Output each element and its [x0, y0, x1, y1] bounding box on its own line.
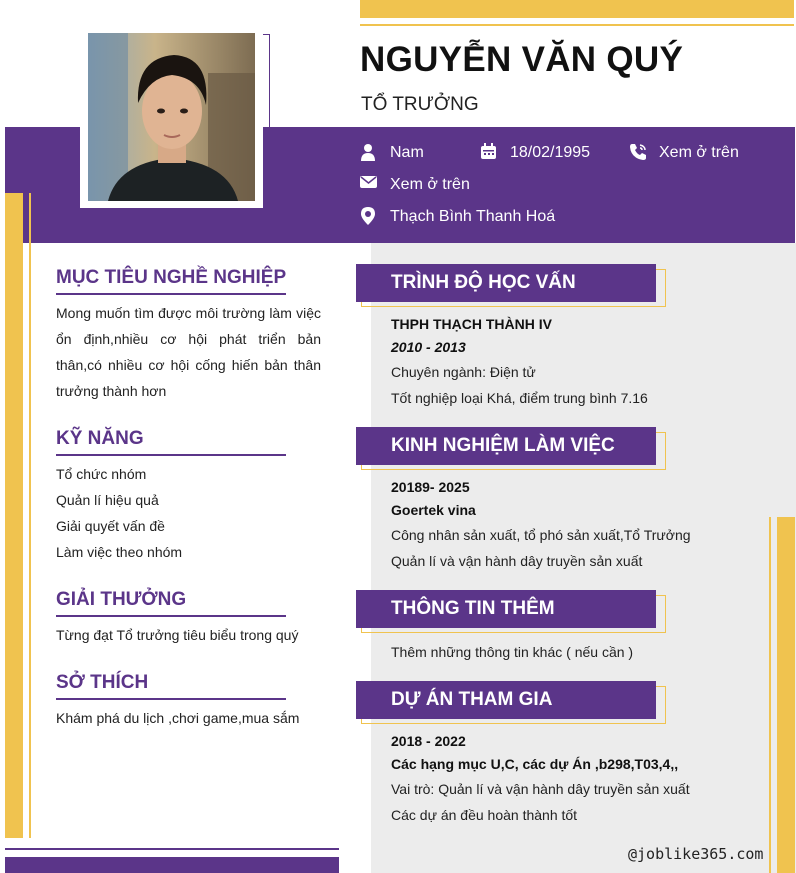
education-major: Chuyên ngành: Điện tử	[391, 364, 536, 380]
location-pin-icon	[360, 207, 380, 227]
watermark-text: @joblike365.com	[628, 845, 764, 863]
contact-email	[360, 175, 470, 195]
projects-result: Các dự án đều hoàn thành tốt	[391, 807, 578, 823]
awards-title: GIẢI THƯỞNG	[56, 589, 187, 610]
objective-text: Mong muốn tìm được môi trường làm việc ổn định,nhiều cơ hội phát triển bản thân,có nhiều cơ hội cống hiến bản thân trưởng thành hơn	[56, 305, 321, 399]
phone-text: Xem ở trên	[659, 144, 739, 161]
education-school: THPH THẠCH THÀNH IV	[391, 316, 552, 332]
phone-icon	[629, 143, 649, 163]
awards-underline	[56, 615, 286, 617]
calendar-icon	[480, 143, 500, 163]
skills-list	[56, 461, 182, 565]
bottom-accent-line	[5, 848, 339, 850]
left-accent-line	[29, 193, 31, 838]
skill-item: Làm việc theo nhóm	[56, 544, 183, 560]
top-accent-line	[360, 24, 794, 26]
skills-title: KỸ NĂNG	[56, 428, 144, 449]
candidate-name: NGUYỄN VĂN QUÝ	[360, 40, 684, 79]
hobbies-text: Khám phá du lịch ,chơi game,mua sắm	[56, 710, 300, 726]
contact-dob	[480, 143, 590, 163]
email-text: Xem ở trên	[390, 176, 470, 193]
education-result: Tốt nghiệp loại Khá, điểm trung bình 7.16	[391, 390, 648, 406]
person-icon	[360, 143, 380, 163]
education-period: 2010 - 2013	[391, 339, 466, 355]
skill-item: Tổ chức nhóm	[56, 466, 147, 482]
experience-duty: Quản lí và vận hành dây truyền sản xuất	[391, 553, 643, 569]
extra-header: THÔNG TIN THÊM	[356, 590, 656, 628]
right-accent-bar	[777, 517, 795, 873]
projects-role: Vai trò: Quản lí và vận hành dây truyền sản xuất	[391, 781, 690, 797]
extra-text: Thêm những thông tin khác ( nếu cần )	[391, 644, 634, 660]
hobbies-underline	[56, 698, 286, 700]
skill-item: Giải quyết vấn đề	[56, 518, 165, 534]
projects-name: Các hạng mục U,C, các dự Án ,b298,T03,4,,	[391, 756, 679, 772]
experience-role: Công nhân sản xuất, tổ phó sản xuất,Tổ Trưởng	[391, 527, 691, 543]
awards-text: Từng đạt Tổ trưởng tiêu biểu trong quý	[56, 627, 299, 643]
gender-text: Nam	[390, 144, 424, 161]
contact-gender	[360, 143, 424, 163]
experience-company: Goertek vina	[391, 502, 476, 518]
objective-title: MỤC TIÊU NGHỀ NGHIỆP	[56, 267, 287, 288]
skill-item: Quản lí hiệu quả	[56, 492, 159, 508]
address-text: Thạch Bình Thanh Hoá	[390, 208, 556, 225]
right-accent-line	[769, 517, 771, 873]
bottom-accent-bar	[5, 857, 339, 873]
left-accent-bar	[5, 193, 23, 838]
projects-header: DỰ ÁN THAM GIA	[356, 681, 656, 719]
contact-address	[360, 207, 555, 227]
profile-photo	[88, 33, 255, 201]
education-header: TRÌNH ĐỘ HỌC VẤN	[356, 264, 656, 302]
dob-text: 18/02/1995	[510, 144, 591, 161]
experience-period: 20189- 2025	[391, 479, 470, 495]
top-accent-bar	[360, 0, 794, 18]
objective-underline	[56, 293, 286, 295]
skills-underline	[56, 454, 286, 456]
envelope-icon	[360, 175, 380, 195]
projects-period: 2018 - 2022	[391, 733, 466, 749]
job-title: TỔ TRƯỞNG	[361, 94, 479, 115]
hobbies-title: SỞ THÍCH	[56, 672, 149, 693]
experience-header: KINH NGHIỆM LÀM VIỆC	[356, 427, 656, 465]
contact-phone	[629, 143, 739, 163]
